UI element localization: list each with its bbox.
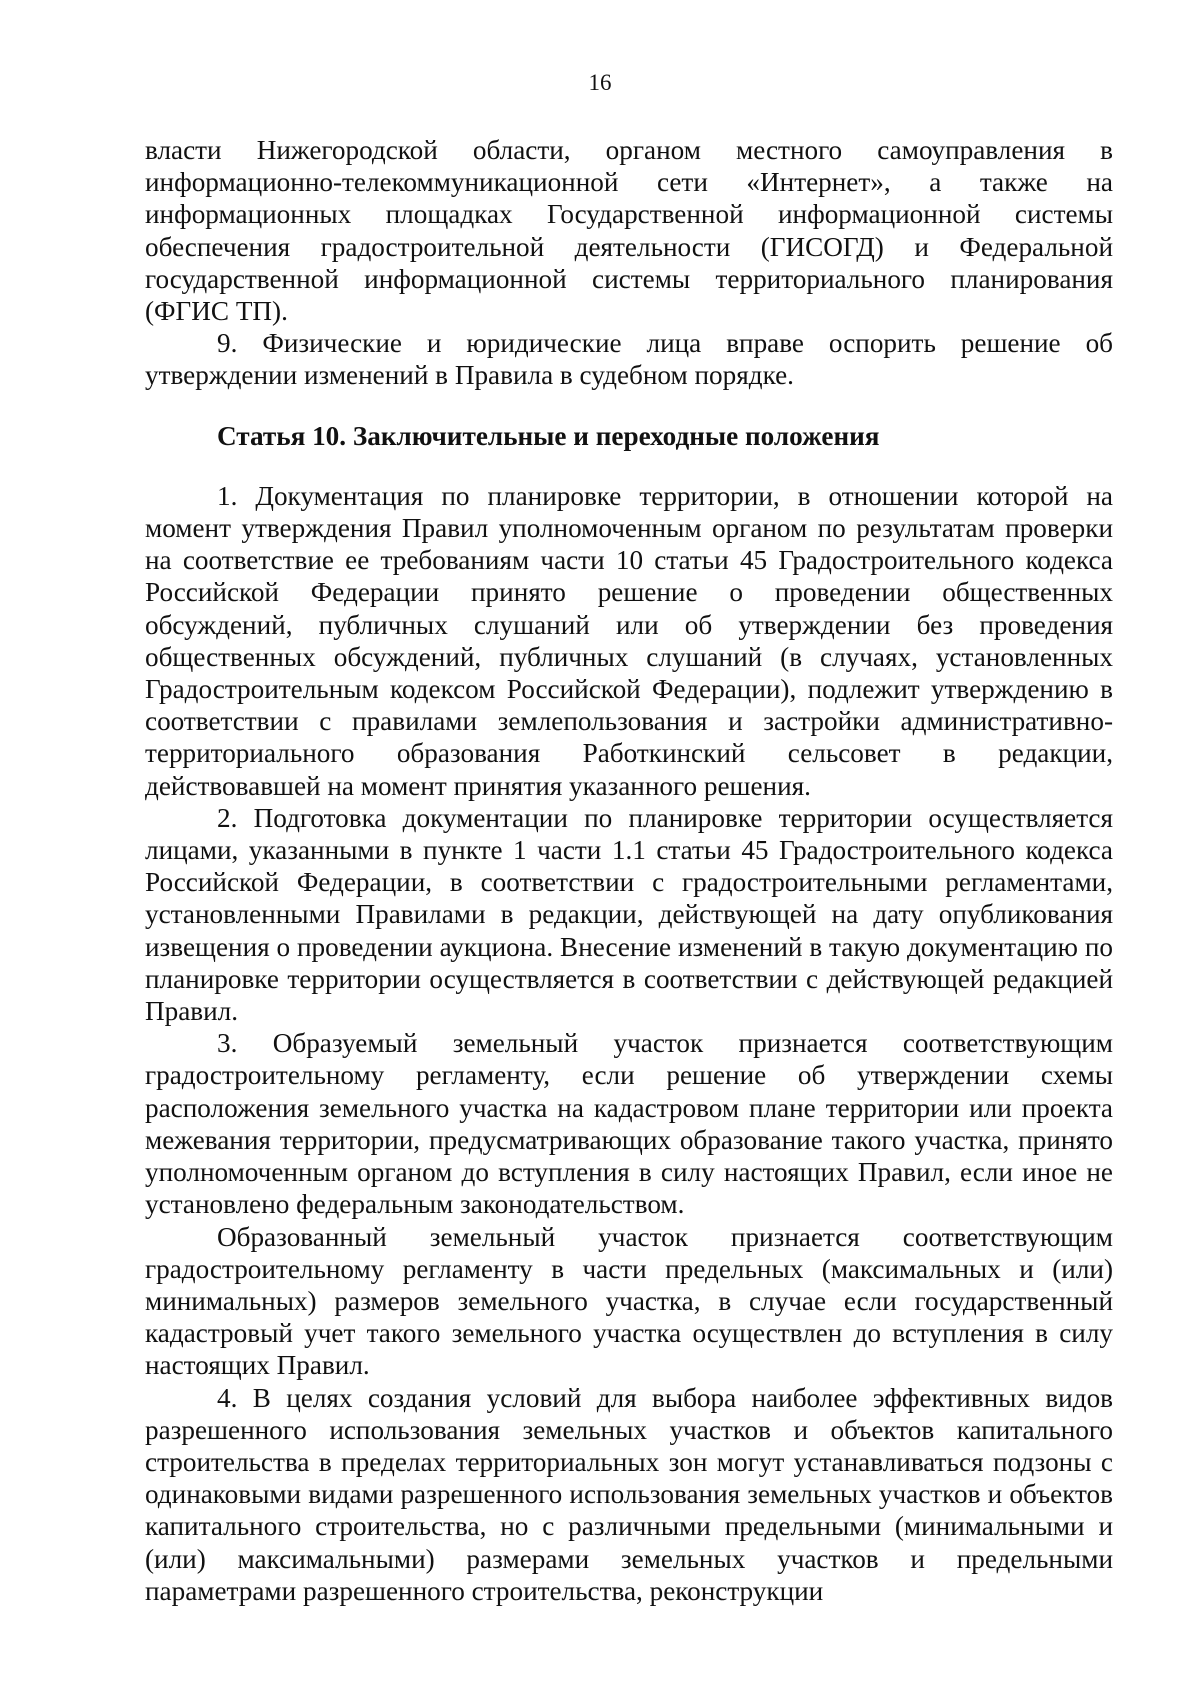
article-heading: Статья 10. Заключительные и переходные положения (217, 420, 880, 451)
paragraph-item-3-continued: Образованный земельный участок признается соответствующим градостроительному регламенту в части предельных (максимальных и (или) минимальных) размеров земельного участка, в случае если государственный кадастровый учет такого земельного участка осуществлен до вступления в силу настоящих Правил. (145, 1221, 1113, 1381)
paragraph-item-1: 1. Документация по планировке территории, в отношении которой на момент утверждения Правил уполномоченным органом по результатам проверки на соответствие ее требованиям части 10 статьи 45 Градостроительного кодекса Российской Федерации принято решение о проведении общественных обсуждений, публичных слушаний или об утверждении без проведения общественных обсуждений, публичных слушаний (в случаях, установленных Градостроительным кодексом Российской Федерации), подлежит утверждению в соответствии с правилами землепользования и застройки административно-территориального образования Работкинский сельсовет в редакции, действовавшей на момент принятия указанного решения. (145, 480, 1113, 801)
paragraph-item-3: 3. Образуемый земельный участок признается соответствующим градостроительному регламенту, если решение об утверждении схемы расположения земельного участка на кадастровом плане территории или проекта межевания территории, предусматривающих образование такого участка, принято уполномоченным органом до вступления в силу настоящих Правил, если иное не установлено федеральным законодательством. (145, 1028, 1113, 1220)
paragraph-continuation: власти Нижегородской области, органом местного самоуправления в информационно-телекоммуникационной сети «Интернет», а также на информационных площадках Государственной информационной системы обеспечения градостроительной деятельности (ГИСОГД) и Федеральной государственной информационной системы территориального планирования (ФГИС ТП). (145, 135, 1113, 327)
paragraph-item-9: 9. Физические и юридические лица вправе оспорить решение об утверждении изменений в Правила в судебном порядке. (145, 328, 1113, 391)
document-body (145, 134, 1113, 1607)
paragraph-item-2: 2. Подготовка документации по планировке территории осуществляется лицами, указанными в пункте 1 части 1.1 статьи 45 Градостроительного кодекса Российской Федерации, в соответствии с градостроительными регламентами, установленными Правилами в редакции, действующей на дату опубликования извещения о проведении аукциона. Внесение изменений в такую документацию по планировке территории осуществляется в соответствии с действующей редакцией Правил. (145, 802, 1113, 1027)
page-number: 16 (588, 70, 612, 95)
paragraph-item-4: 4. В целях создания условий для выбора наиболее эффективных видов разрешенного использования земельных участков и объектов капитального строительства в пределах территориальных зон могут устанавливаться подзоны с одинаковыми видами разрешенного использования земельных участков и объектов капитального строительства, но с различными предельными (минимальными и (или) максимальными) размерами земельных участков и предельными параметрами разрешенного строительства, реконструкции (145, 1382, 1113, 1606)
